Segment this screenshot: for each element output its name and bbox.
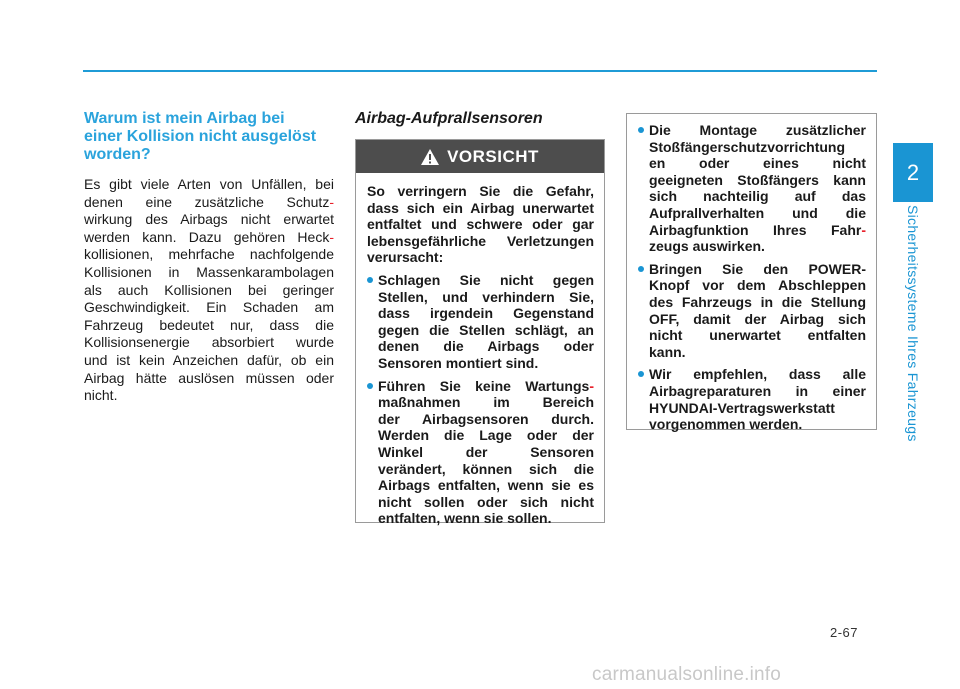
bullet-line: Werden die Lage oder der [378,427,594,444]
hyphen-mark: - [589,377,594,394]
hyphen-mark: - [329,193,334,210]
body-line: kollisionen, mehrfache nachfolgende [84,246,334,263]
chapter-title: Sicherheitssysteme Ihres Fahrzeugs [905,204,921,442]
caution-box [355,139,605,527]
bullet-line: zeugs auswirken. [649,238,765,255]
page-number: 2-67 [830,625,859,640]
bullet-line: der Airbagsensoren durch. [378,410,594,427]
continued-caution-box [626,113,877,433]
bullet-line: Wir empfehlen, dass alle [649,366,866,383]
warning-icon [421,149,439,165]
intro-line: verursacht: [367,249,444,266]
bullet-line: Stoßfängerschutzvorrichtung [649,138,846,155]
list-item [638,366,866,432]
bullet-line: Airbagfunktion Ihres Fahr- [649,221,866,238]
bullet-line: Schlagen Sie nicht gegen [378,271,594,288]
bullet-line: vorgenommen werden. [649,416,803,433]
intro-line: dass sich ein Airbag unerwartet [367,199,594,216]
body-line: nicht. [84,387,118,404]
caution-title: VORSICHT [447,146,539,166]
intro-line: lebensgefährliche Verletzungen [367,232,594,249]
bullet-line: Airbags entfalten, wenn sie es [378,477,594,494]
caution-header [356,140,604,173]
bullet-line: Airbagreparaturen in einer [649,382,866,399]
bullet-line: nicht sollen oder sich nicht [378,493,594,510]
bullet-line: Winkel der Sensoren [378,443,594,460]
watermark: carmanualsonline.info [592,664,782,685]
bullet-line: denen die Airbags oder [378,338,594,355]
hyphen-mark: - [329,228,334,245]
body-line: als auch Kollisionen bei geringer [84,281,334,298]
body-line: Kollisionsenergie absorbiert wurde [84,334,334,351]
chapter-number: 2 [906,159,920,185]
top-rule [83,70,877,72]
body-line: Airbag hätte auslösen müssen oder [84,369,334,386]
caution-intro [367,183,594,266]
body-paragraph [84,176,334,405]
bullet-line: kann. [649,343,686,360]
bullet-line: des Fahrzeugs in die Stellung [649,293,866,310]
body-line: Fahrzeug bedeutet nur, dass die [84,316,334,333]
bullet-line: maßnahmen im Bereich [378,394,594,411]
bullet-line: Stellen, und verhindern Sie, [378,288,594,305]
body-line: und ist kein Anzeichen dafür, ob ein [84,351,334,368]
bullet-line: Knopf vor dem Abschleppen [649,277,866,294]
bullet-line: Die Montage zusätzlicher [649,122,866,138]
intro-line: entfaltet und schwere oder gar [367,216,594,233]
body-line: Kollisionen in Massenkarambolagen [84,263,334,280]
section-title: Airbag-Aufprallsensoren [355,110,543,127]
bullet-line: gegen die Stellen schlägt, an [378,321,594,338]
intro-line: So verringern Sie die Gefahr, [367,183,594,199]
body-line: Es gibt viele Arten von Unfällen, bei [84,176,334,192]
list-item [367,378,594,527]
chapter-tab [893,143,933,202]
bullet-line: HYUNDAI-Vertragswerkstatt [649,399,835,416]
bullet-line: sich nachteilig auf das [649,188,866,205]
heading-line: worden? [84,146,151,163]
body-line: wirkung des Airbags nicht erwartet [84,211,334,228]
body-line: werden kann. Dazu gehören Heck- [84,228,334,245]
hyphen-mark: - [861,221,866,238]
list-item [638,122,866,255]
heading-line: einer Kollision nicht ausgelöst [84,128,317,145]
bullet-line: verändert, können sich die [378,460,594,477]
bullet-line: en oder eines nicht [649,155,866,172]
body-line: Geschwindigkeit. Ein Schaden am [84,299,334,316]
bullet-line: OFF, damit der Airbag sich [649,310,866,327]
bullet-dot-icon [638,371,644,377]
bullet-line: Sensoren montiert sind. [378,354,539,371]
left-column [84,110,334,405]
bullet-dot-icon [367,383,373,389]
bullet-line: geeigneten Stoßfängers kann [649,171,866,188]
bullet-dot-icon [638,127,644,133]
bullet-dot-icon [638,266,644,272]
section-heading [84,110,334,164]
chapter-caption [896,204,930,442]
heading-line: Warum ist mein Airbag bei [84,110,285,127]
bullet-line: nicht unerwartet entfalten [649,327,866,344]
list-item [367,272,594,372]
bullet-line: dass irgendein Gegenstand [378,305,594,322]
bullet-dot-icon [367,277,373,283]
body-line: denen eine zusätzliche Schutz- [84,193,334,210]
bullet-line: Bringen Sie den POWER- [649,260,866,277]
bullet-line: entfalten, wenn sie sollen. [378,510,552,527]
caution-content [356,173,604,527]
list-item [638,261,866,361]
bullet-line: Aufprallverhalten und die [649,204,866,221]
bullet-line: Führen Sie keine Wartungs- [378,377,594,394]
